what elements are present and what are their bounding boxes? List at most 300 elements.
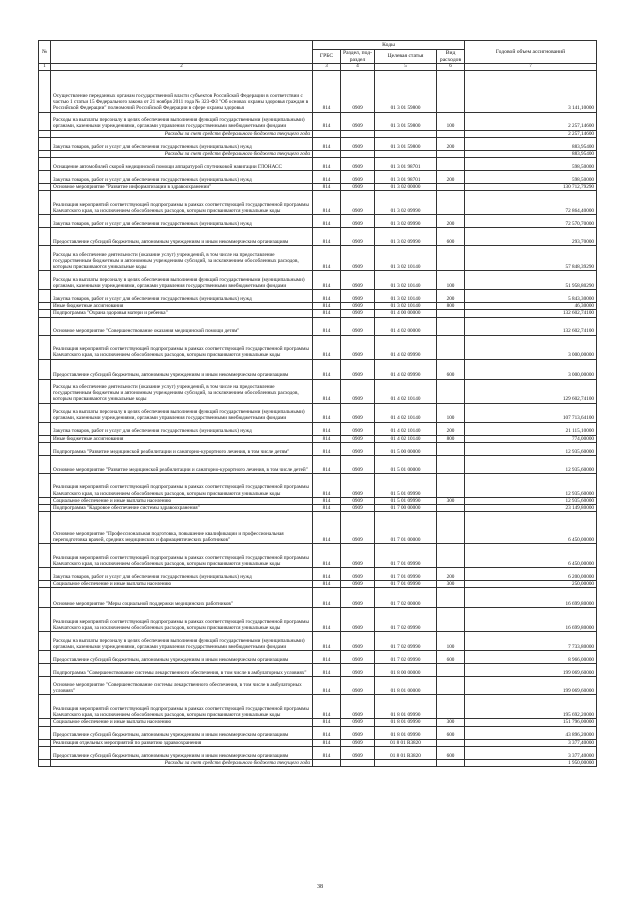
row-sum-cell: 23 149,80000 (465, 505, 597, 512)
row-csr-cell: 01 7 01 09990 (375, 544, 437, 568)
row-vr-cell: 300 (437, 497, 465, 504)
table-row (39, 228, 597, 246)
budget-table (38, 40, 597, 767)
row-csr-cell: 01 4 00 00000 (375, 310, 437, 317)
row-vr-cell (437, 677, 465, 695)
row-csr-cell: 01 8 01 09990 (375, 719, 437, 726)
row-section-cell (341, 150, 375, 157)
row-number-cell (39, 651, 51, 664)
row-csr-cell: 01 8 01 00000 (375, 677, 437, 695)
row-vr-cell: 200 (437, 137, 465, 150)
row-vr-cell (437, 759, 465, 766)
row-vr-cell: 200 (437, 215, 465, 228)
row-sum-cell: 774,00000 (465, 435, 597, 442)
row-number-cell (39, 568, 51, 581)
row-section-cell: 0909 (341, 651, 375, 664)
row-grbs-cell: 814 (313, 137, 341, 150)
row-section-cell: 0909 (341, 632, 375, 651)
row-number-cell (39, 544, 51, 568)
row-name-cell: Осуществление переданных органам государственной власти субъектов Российской Федерации в соответствии с частью 1 статьи 15 Федерального закона от 21 ноября 2011 года № 323-ФЗ "Об основах охраны здоровья граждан в Российской Федерации" полномочий Российской Федерации в сфере охраны здоровья (51, 70, 313, 112)
row-csr-cell (375, 759, 437, 766)
row-csr-cell: 01 8 01 R3820 (375, 746, 437, 759)
row-sum-cell: 12 935,60000 (465, 442, 597, 455)
table-row (39, 310, 597, 317)
row-section-cell: 0909 (341, 303, 375, 310)
row-sum-cell: 598,50000 (465, 158, 597, 171)
table-row (39, 677, 597, 695)
row-section-cell: 0909 (341, 544, 375, 568)
row-csr-cell: 01 7 01 09990 (375, 568, 437, 581)
row-vr-cell (437, 70, 465, 112)
table-row (39, 726, 597, 739)
row-grbs-cell: 814 (313, 568, 341, 581)
row-number-cell (39, 246, 51, 271)
row-csr-cell: 01 8 01 R3820 (375, 739, 437, 746)
row-csr-cell: 01 7 02 00000 (375, 588, 437, 608)
row-number-cell (39, 719, 51, 726)
row-sum-cell: 3 000,00000 (465, 359, 597, 379)
row-sum-cell: 12 935,60000 (465, 497, 597, 504)
table-row (39, 317, 597, 335)
row-number-cell (39, 608, 51, 632)
row-name-cell: Реализация мероприятий соответствующей подпрограммы в рамках соответствующей государственной программы Камчатского края, за исключением обособленных расходов, которым присваиваются уникальные коды (51, 335, 313, 359)
row-sum-cell: 8 966,00000 (465, 651, 597, 664)
row-grbs-cell: 814 (313, 215, 341, 228)
row-number-cell (39, 442, 51, 455)
row-grbs-cell: 814 (313, 335, 341, 359)
row-csr-cell: 01 3 01 98701 (375, 171, 437, 184)
row-vr-cell (437, 317, 465, 335)
row-grbs-cell: 814 (313, 455, 341, 473)
row-vr-cell (437, 379, 465, 403)
row-csr-cell: 01 7 02 09990 (375, 632, 437, 651)
row-csr-cell: 01 3 02 10140 (375, 246, 437, 271)
row-csr-cell: 01 8 01 09990 (375, 695, 437, 719)
row-section-cell: 0909 (341, 184, 375, 191)
row-sum-cell: 3 377,40000 (465, 739, 597, 746)
row-grbs-cell: 814 (313, 317, 341, 335)
row-name-cell: Основное мероприятие "Профессиональная подготовка, повышение квалификации и профессиональная переподготовка врачей, средних медицинских и фармацевтических работников" (51, 512, 313, 544)
row-csr-cell: 01 3 02 09990 (375, 191, 437, 215)
row-grbs-cell (313, 150, 341, 157)
table-row (39, 442, 597, 455)
row-grbs-cell: 814 (313, 664, 341, 677)
row-section-cell: 0909 (341, 310, 375, 317)
row-grbs-cell: 814 (313, 512, 341, 544)
row-vr-cell: 800 (437, 435, 465, 442)
table-row (39, 130, 597, 137)
row-vr-cell: 100 (437, 403, 465, 422)
row-grbs-cell: 814 (313, 588, 341, 608)
row-number-cell (39, 632, 51, 651)
row-csr-cell: 01 5 01 09990 (375, 473, 437, 497)
row-name-cell: Реализация мероприятий соответствующей подпрограммы в рамках соответствующей государственной программы Камчатского края, за исключением обособленных расходов, которым присваиваются уникальные коды (51, 473, 313, 497)
row-grbs-cell: 814 (313, 303, 341, 310)
table-row (39, 137, 597, 150)
row-sum-cell: 293,70000 (465, 228, 597, 246)
row-name-cell: Расходы за счет средств федерального бюджета текущего года (51, 150, 313, 157)
row-name-cell: Расходы за счет средств федерального бюджета текущего года (51, 130, 313, 137)
row-sum-cell: 2 257,14600 (465, 130, 597, 137)
row-vr-cell: 600 (437, 726, 465, 739)
row-section-cell: 0909 (341, 581, 375, 588)
row-vr-cell (437, 455, 465, 473)
table-row (39, 651, 597, 664)
table-row (39, 70, 597, 112)
row-section-cell: 0909 (341, 695, 375, 719)
row-vr-cell: 200 (437, 171, 465, 184)
row-grbs-cell: 814 (313, 171, 341, 184)
row-sum-cell: 883,95400 (465, 150, 597, 157)
row-section-cell: 0909 (341, 158, 375, 171)
row-section-cell: 0909 (341, 726, 375, 739)
row-vr-cell (437, 664, 465, 677)
row-grbs-cell: 814 (313, 442, 341, 455)
row-name-cell: Расходы на обеспечение деятельности (оказание услуг) учреждений, в том числе на предоставление государственным бюджетным и автономным учреждениям субсидий, за исключением обособленных расходов, которым присваиваются уникальные коды (51, 379, 313, 403)
row-name-cell: Расходы за счет средств федерального бюджета текущего года (51, 759, 313, 766)
row-section-cell: 0909 (341, 422, 375, 435)
row-section-cell: 0909 (341, 588, 375, 608)
row-name-cell: Реализация мероприятий соответствующей подпрограммы в рамках соответствующей государственной программы Камчатского края, за исключением обособленных расходов, которым присваиваются уникальные коды (51, 544, 313, 568)
row-number-cell (39, 695, 51, 719)
col-num-header: № (39, 41, 51, 64)
row-csr-cell: 01 3 01 59800 (375, 137, 437, 150)
row-number-cell (39, 335, 51, 359)
row-csr-cell: 01 3 02 10140 (375, 303, 437, 310)
row-csr-cell: 01 3 02 10140 (375, 290, 437, 303)
table-row (39, 739, 597, 746)
row-csr-cell: 01 4 02 09990 (375, 359, 437, 379)
row-sum-cell: 43 896,20000 (465, 726, 597, 739)
row-number-cell (39, 664, 51, 677)
row-grbs-cell: 814 (313, 359, 341, 379)
row-vr-cell (437, 150, 465, 157)
row-name-cell: Закупка товаров, работ и услуг для обеспечения государственных (муниципальных) нужд (51, 137, 313, 150)
table-row (39, 215, 597, 228)
row-grbs-cell: 814 (313, 497, 341, 504)
row-sum-cell: 16 699,80000 (465, 588, 597, 608)
row-section-cell: 0909 (341, 568, 375, 581)
row-number-cell (39, 739, 51, 746)
row-section-cell: 0909 (341, 435, 375, 442)
table-row (39, 746, 597, 759)
col-vr-header: Вид расходов (437, 50, 465, 64)
row-name-cell: Предоставление субсидий бюджетным, автономным учреждениям и иным некоммерческим организациям (51, 746, 313, 759)
table-row (39, 581, 597, 588)
row-grbs-cell: 814 (313, 608, 341, 632)
row-number-cell (39, 184, 51, 191)
row-csr-cell (375, 150, 437, 157)
row-csr-cell: 01 8 00 00000 (375, 664, 437, 677)
row-grbs-cell: 814 (313, 379, 341, 403)
row-name-cell: Основное мероприятие "Развитие информатизации в здравоохранении" (51, 184, 313, 191)
row-section-cell: 0909 (341, 505, 375, 512)
row-csr-cell: 01 7 02 09990 (375, 651, 437, 664)
table-row (39, 422, 597, 435)
row-grbs-cell (313, 130, 341, 137)
row-csr-cell: 01 7 00 00000 (375, 505, 437, 512)
row-grbs-cell: 814 (313, 158, 341, 171)
table-row (39, 664, 597, 677)
row-name-cell: Подпрограмма "Кадровое обеспечение системы здравоохранения" (51, 505, 313, 512)
row-number-cell (39, 303, 51, 310)
row-grbs-cell: 814 (313, 184, 341, 191)
row-vr-cell: 300 (437, 581, 465, 588)
col-number: 4 (341, 64, 375, 71)
row-csr-cell: 01 7 01 09990 (375, 581, 437, 588)
row-grbs-cell: 814 (313, 310, 341, 317)
row-csr-cell: 01 4 02 10140 (375, 435, 437, 442)
row-grbs-cell: 814 (313, 290, 341, 303)
row-section-cell: 0909 (341, 112, 375, 130)
row-name-cell: Предоставление субсидий бюджетным, автономным учреждениям и иным некоммерческим организациям (51, 726, 313, 739)
row-grbs-cell: 814 (313, 719, 341, 726)
row-sum-cell: 199 069,60000 (465, 664, 597, 677)
row-vr-cell: 600 (437, 746, 465, 759)
row-grbs-cell: 814 (313, 422, 341, 435)
row-csr-cell: 01 4 02 10140 (375, 422, 437, 435)
table-row (39, 719, 597, 726)
table-row (39, 191, 597, 215)
row-section-cell: 0909 (341, 719, 375, 726)
row-section-cell: 0909 (341, 171, 375, 184)
row-name-cell: Иные бюджетные ассигнования (51, 435, 313, 442)
row-sum-cell: 107 713,64100 (465, 403, 597, 422)
row-sum-cell: 195 692,20000 (465, 695, 597, 719)
col-number: 1 (39, 64, 51, 71)
row-number-cell (39, 317, 51, 335)
row-vr-cell (437, 588, 465, 608)
row-sum-cell: 57 848,39290 (465, 246, 597, 271)
row-number-cell (39, 112, 51, 130)
col-number: 6 (437, 64, 465, 71)
row-number-cell (39, 150, 51, 157)
table-row (39, 512, 597, 544)
row-section-cell: 0909 (341, 290, 375, 303)
row-vr-cell (437, 512, 465, 544)
row-section-cell: 0909 (341, 739, 375, 746)
table-row (39, 608, 597, 632)
row-sum-cell: 46,30000 (465, 303, 597, 310)
table-row (39, 271, 597, 290)
row-grbs-cell: 814 (313, 505, 341, 512)
row-section-cell: 0909 (341, 473, 375, 497)
table-row (39, 568, 597, 581)
col-csr-header: Целевая статья (375, 50, 437, 64)
row-grbs-cell: 814 (313, 473, 341, 497)
row-sum-cell: 130 712,79290 (465, 184, 597, 191)
table-row (39, 303, 597, 310)
col-grbs-header: ГРБС (313, 50, 341, 64)
row-vr-cell (437, 184, 465, 191)
row-vr-cell: 200 (437, 422, 465, 435)
row-name-cell: Закупка товаров, работ и услуг для обеспечения государственных (муниципальных) нужд (51, 290, 313, 303)
row-csr-cell: 01 3 02 09990 (375, 228, 437, 246)
row-name-cell: Иные бюджетные ассигнования (51, 303, 313, 310)
table-row (39, 759, 597, 766)
row-vr-cell (437, 473, 465, 497)
row-section-cell: 0909 (341, 246, 375, 271)
table-row (39, 158, 597, 171)
row-vr-cell (437, 695, 465, 719)
row-section-cell: 0909 (341, 746, 375, 759)
row-sum-cell: 129 602,74100 (465, 379, 597, 403)
row-csr-cell: 01 7 01 00000 (375, 512, 437, 544)
row-grbs-cell: 814 (313, 739, 341, 746)
row-vr-cell (437, 246, 465, 271)
row-csr-cell: 01 3 01 59800 (375, 70, 437, 112)
col-number: 2 (51, 64, 313, 71)
row-name-cell: Расходы на обеспечение деятельности (оказание услуг) учреждений, в том числе на предоставление государственным бюджетным и автономным учреждениям субсидий, за исключением обособленных расходов, которым присваиваются уникальные коды (51, 246, 313, 271)
row-vr-cell: 100 (437, 112, 465, 130)
row-grbs-cell (313, 759, 341, 766)
row-section-cell: 0909 (341, 228, 375, 246)
row-grbs-cell: 814 (313, 544, 341, 568)
row-csr-cell: 01 5 00 00000 (375, 442, 437, 455)
row-grbs-cell: 814 (313, 677, 341, 695)
row-section-cell: 0909 (341, 271, 375, 290)
row-csr-cell: 01 3 02 09990 (375, 215, 437, 228)
column-number-row (39, 64, 597, 71)
row-vr-cell (437, 544, 465, 568)
row-sum-cell: 21 115,10000 (465, 422, 597, 435)
row-csr-cell: 01 5 01 09990 (375, 497, 437, 504)
row-name-cell: Предоставление субсидий бюджетным, автономным учреждениям и иным некоммерческим организациям (51, 651, 313, 664)
table-row (39, 632, 597, 651)
row-section-cell: 0909 (341, 664, 375, 677)
row-name-cell: Социальное обеспечение и иные выплаты населению (51, 719, 313, 726)
row-csr-cell (375, 130, 437, 137)
row-name-cell: Закупка товаров, работ и услуг для обеспечения государственных (муниципальных) нужд (51, 215, 313, 228)
row-section-cell: 0909 (341, 677, 375, 695)
row-sum-cell: 1 950,00000 (465, 759, 597, 766)
row-csr-cell: 01 7 02 09990 (375, 608, 437, 632)
row-number-cell (39, 473, 51, 497)
row-name-cell: Реализация мероприятий соответствующей подпрограммы в рамках соответствующей государственной программы Камчатского края, за исключением обособленных расходов, которым присваиваются уникальные коды (51, 608, 313, 632)
row-sum-cell: 6 450,00000 (465, 544, 597, 568)
table-row (39, 403, 597, 422)
row-number-cell (39, 310, 51, 317)
row-name-cell: Социальное обеспечение и иные выплаты населению (51, 497, 313, 504)
table-row (39, 335, 597, 359)
row-grbs-cell: 814 (313, 726, 341, 739)
row-name-cell: Предоставление субсидий бюджетным, автономным учреждениям и иным некоммерческим организациям (51, 228, 313, 246)
row-name-cell: Реализация мероприятий соответствующей подпрограммы в рамках соответствующей государственной программы Камчатского края, за исключением обособленных расходов, которым присваиваются уникальные коды (51, 695, 313, 719)
table-row (39, 435, 597, 442)
row-number-cell (39, 497, 51, 504)
row-number-cell (39, 70, 51, 112)
row-name-cell: Закупка товаров, работ и услуг для обеспечения государственных (муниципальных) нужд (51, 568, 313, 581)
row-csr-cell: 01 4 02 10140 (375, 403, 437, 422)
row-sum-cell: 72 864,40000 (465, 191, 597, 215)
row-section-cell: 0909 (341, 191, 375, 215)
row-name-cell: Основное мероприятие "Совершенствование оказания медицинской помощи детям" (51, 317, 313, 335)
row-number-cell (39, 455, 51, 473)
row-section-cell: 0909 (341, 608, 375, 632)
row-section-cell: 0909 (341, 359, 375, 379)
row-vr-cell (437, 310, 465, 317)
row-vr-cell: 600 (437, 359, 465, 379)
row-number-cell (39, 422, 51, 435)
row-csr-cell: 01 4 02 00000 (375, 317, 437, 335)
row-csr-cell: 01 3 01 59800 (375, 112, 437, 130)
row-section-cell: 0909 (341, 137, 375, 150)
table-row (39, 497, 597, 504)
row-number-cell (39, 512, 51, 544)
row-name-cell: Реализация отдельных мероприятий по развитию здравоохранения (51, 739, 313, 746)
row-number-cell (39, 435, 51, 442)
row-name-cell: Закупка товаров, работ и услуг для обеспечения государственных (муниципальных) нужд (51, 171, 313, 184)
row-csr-cell: 01 3 02 00000 (375, 184, 437, 191)
table-row (39, 379, 597, 403)
table-row (39, 359, 597, 379)
row-name-cell: Реализация мероприятий соответствующей подпрограммы в рамках соответствующей государственной программы Камчатского края, за исключением обособленных расходов, которым присваиваются уникальные коды (51, 191, 313, 215)
row-section-cell (341, 759, 375, 766)
table-row (39, 695, 597, 719)
row-vr-cell: 800 (437, 303, 465, 310)
row-name-cell: Подпрограмма "Развитие медицинской реабилитации и санаторно-курортного лечения, в том числе детям" (51, 442, 313, 455)
row-sum-cell: 3 377,40000 (465, 746, 597, 759)
table-row (39, 588, 597, 608)
row-number-cell (39, 581, 51, 588)
table-row (39, 112, 597, 130)
row-grbs-cell: 814 (313, 746, 341, 759)
row-number-cell (39, 403, 51, 422)
row-sum-cell: 12 935,60000 (465, 455, 597, 473)
row-number-cell (39, 130, 51, 137)
row-sum-cell: 6 200,00000 (465, 568, 597, 581)
row-grbs-cell: 814 (313, 632, 341, 651)
table-row (39, 150, 597, 157)
table-row (39, 184, 597, 191)
row-sum-cell: 2 257,14600 (465, 112, 597, 130)
row-csr-cell: 01 8 01 09990 (375, 726, 437, 739)
row-number-cell (39, 677, 51, 695)
row-section-cell: 0909 (341, 497, 375, 504)
row-sum-cell: 7 733,80000 (465, 632, 597, 651)
row-sum-cell: 250,00000 (465, 581, 597, 588)
row-vr-cell: 300 (437, 719, 465, 726)
row-section-cell: 0909 (341, 317, 375, 335)
row-grbs-cell: 814 (313, 228, 341, 246)
table-row (39, 505, 597, 512)
row-vr-cell (437, 191, 465, 215)
row-section-cell: 0909 (341, 70, 375, 112)
col-number: 3 (313, 64, 341, 71)
row-number-cell (39, 359, 51, 379)
table-row (39, 455, 597, 473)
table-row (39, 171, 597, 184)
row-sum-cell: 51 958,80290 (465, 271, 597, 290)
row-vr-cell (437, 739, 465, 746)
col-number: 5 (375, 64, 437, 71)
row-vr-cell: 100 (437, 271, 465, 290)
row-sum-cell: 598,50000 (465, 171, 597, 184)
row-sum-cell: 132 602,74100 (465, 310, 597, 317)
row-name-cell: Основное мероприятие "Совершенствование системы лекарственного обеспечения, в том числе в амбулаторных условиях" (51, 677, 313, 695)
row-number-cell (39, 379, 51, 403)
row-number-cell (39, 271, 51, 290)
row-name-cell: Закупка товаров, работ и услуг для обеспечения государственных (муниципальных) нужд (51, 422, 313, 435)
row-csr-cell: 01 3 02 10140 (375, 271, 437, 290)
row-section-cell: 0909 (341, 335, 375, 359)
page-number: 38 (317, 884, 323, 890)
row-sum-cell: 3 000,00000 (465, 335, 597, 359)
col-name-header (51, 41, 313, 64)
row-vr-cell (437, 158, 465, 171)
row-name-cell: Расходы на выплаты персоналу в целях обеспечения выполнения функций государственными (муниципальными) органами, казенными учреждениями, органами управления государственными внебюджетными фондами (51, 403, 313, 422)
table-row (39, 544, 597, 568)
